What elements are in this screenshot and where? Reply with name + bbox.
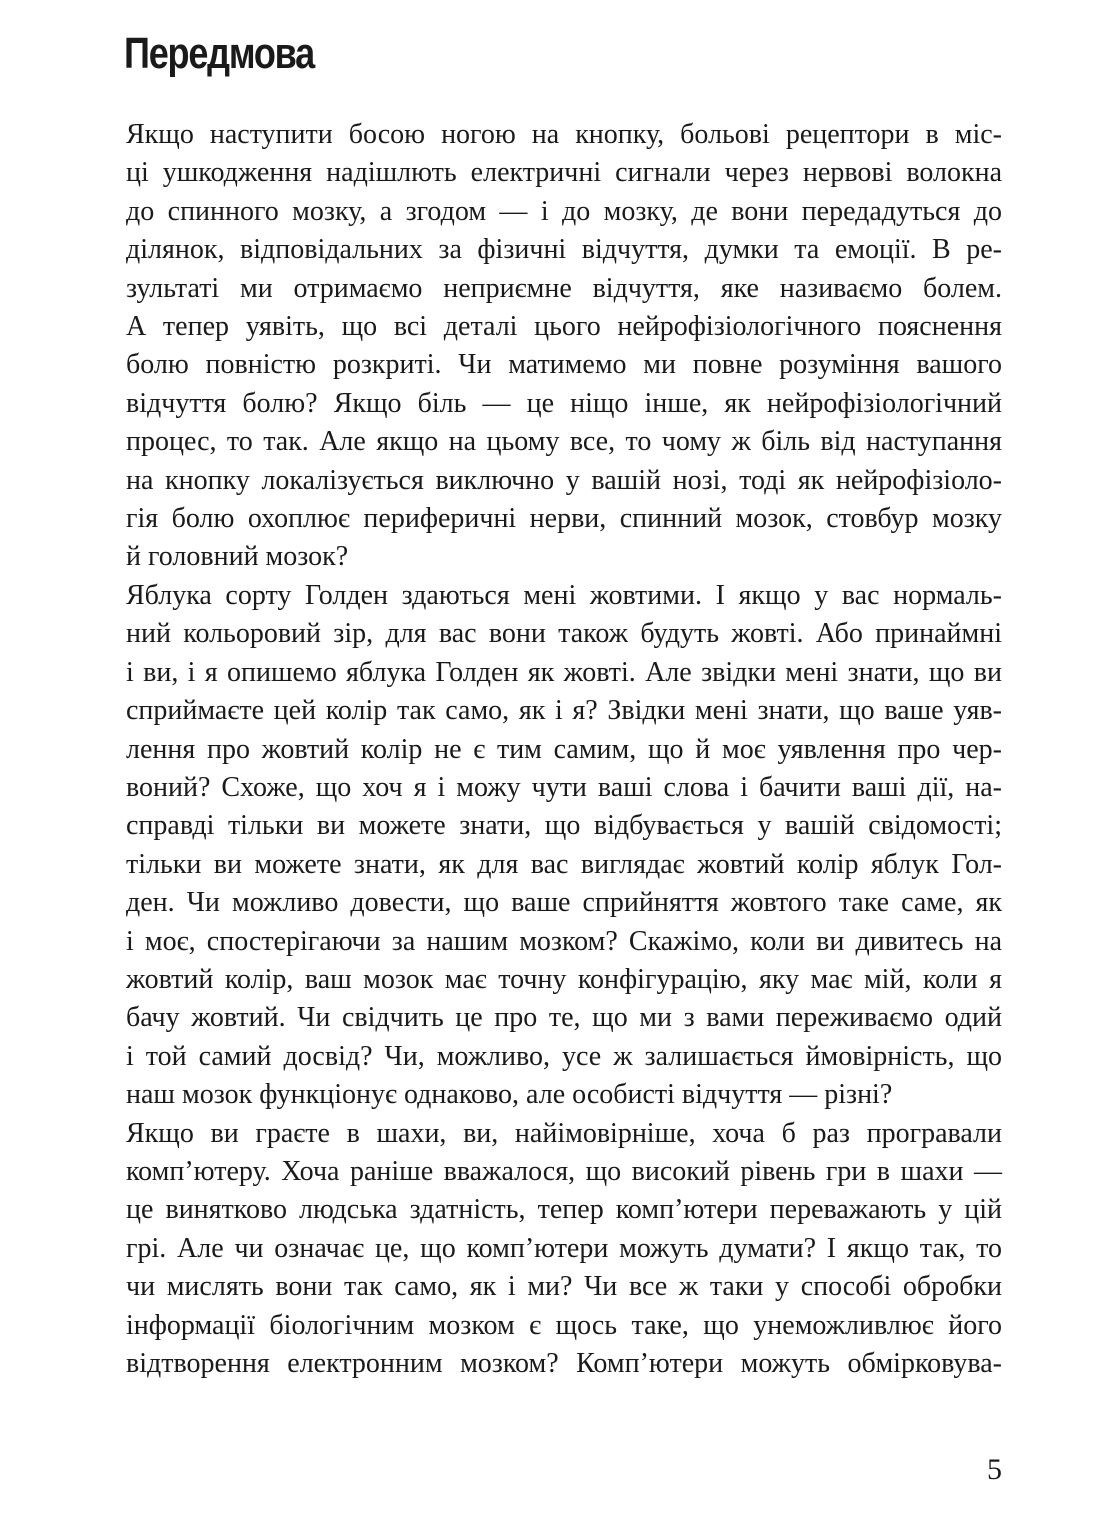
text-line: ці ушкодження надішлють електричні сигнали через нервові волокна bbox=[126, 157, 1002, 189]
text-line: до спинного мозку, а згодом — і до мозку, де вони передадуться до bbox=[126, 195, 1002, 227]
text-line: це винятково людська здатність, тепер комп’ютери переважають у цій bbox=[126, 1194, 1002, 1226]
page-title: Передмова bbox=[124, 29, 314, 78]
text-line: наш мозок функціонує однаково, але особисті відчуття — різні? bbox=[126, 1079, 893, 1111]
text-line: лення про жовтий колір не є тим самим, що й моє уявлення про чер- bbox=[126, 733, 1002, 765]
body-text bbox=[88, 116, 1002, 1383]
text-line: Якщо ви граєте в шахи, ви, найімовірніше, хоча б раз програвали bbox=[126, 1117, 1002, 1149]
text-line: сприймаєте цей колір так само, як і я? Звідки мені знати, що ваше уяв- bbox=[126, 695, 1002, 727]
text-line: болю повністю розкриті. Чи матимемо ми повне розуміння вашого bbox=[126, 349, 1002, 381]
page-number: 5 bbox=[987, 1453, 1002, 1486]
text-line: грі. Але чи означає це, що комп’ютери можуть думати? І якщо так, то bbox=[126, 1232, 1002, 1264]
text-line: Яблука сорту Голден здаються мені жовтими. І якщо у вас нормаль- bbox=[126, 579, 1002, 611]
paragraph-2 bbox=[88, 577, 1002, 1115]
text-line: чи мислять вони так само, як і ми? Чи все ж таки у способі обробки bbox=[126, 1271, 1002, 1303]
text-line: процес, то так. Але якщо на цьому все, то чому ж біль від наступання bbox=[126, 426, 1002, 458]
text-line: комп’ютеру. Хоча раніше вважалося, що високий рівень гри в шахи — bbox=[126, 1155, 1002, 1187]
text-line: ділянок, відповідальних за фізичні відчуття, думки та емоції. В ре- bbox=[126, 234, 1002, 266]
text-line: гія болю охоплює периферичні нерви, спинний мозок, стовбур мозку bbox=[126, 503, 1002, 535]
text-line: воний? Схоже, що хоч я і можу чути ваші слова і бачити ваші дії, на- bbox=[126, 771, 1002, 803]
text-line: тільки ви можете знати, як для вас виглядає жовтий колір яблук Гол- bbox=[126, 848, 1002, 880]
text-line: ден. Чи можливо довести, що ваше сприйняття жовтого таке саме, як bbox=[126, 887, 1002, 919]
paragraph-1 bbox=[88, 116, 1002, 577]
text-line: відчуття болю? Якщо біль — це ніщо інше, як нейрофізіологічний bbox=[126, 387, 1002, 419]
text-line: відтворення електронним мозком? Комп’ютери можуть обмірковува- bbox=[126, 1348, 1002, 1379]
text-line: ний кольоровий зір, для вас вони також будуть жовті. Або принаймні bbox=[126, 618, 1002, 650]
text-line: зультаті ми отримаємо неприємне відчуття, яке називаємо болем. bbox=[126, 272, 1002, 304]
text-line: інформації біологічним мозком є щось таке, що унеможливлює його bbox=[126, 1309, 1002, 1341]
text-line: Якщо наступити босою ногою на кнопку, больові рецептори в міс- bbox=[126, 119, 1002, 150]
text-line: А тепер уявіть, що всі деталі цього нейрофізіологічного пояснення bbox=[126, 311, 1002, 343]
text-line: й головний мозок? bbox=[126, 541, 349, 573]
text-line: справді тільки ви можете знати, що відбувається у вашій свідомості; bbox=[126, 810, 1002, 842]
text-line: на кнопку локалізується виключно у вашій нозі, тоді як нейрофізіоло- bbox=[126, 464, 1002, 496]
paragraph-3 bbox=[88, 1115, 1002, 1384]
text-line: і моє, спостерігаючи за нашим мозком? Скажімо, коли ви дивитесь на bbox=[126, 925, 1002, 957]
text-line: бачу жовтий. Чи свідчить це про те, що ми з вами переживаємо одий bbox=[126, 1002, 1002, 1034]
text-line: і ви, і я опишемо яблука Голден як жовті. Але звідки мені знати, що ви bbox=[126, 656, 1002, 688]
text-line: жовтий колір, ваш мозок має точну конфігурацію, яку має мій, коли я bbox=[126, 963, 1002, 995]
text-line: і той самий досвід? Чи, можливо, усе ж залишається ймовірність, що bbox=[126, 1040, 1002, 1072]
